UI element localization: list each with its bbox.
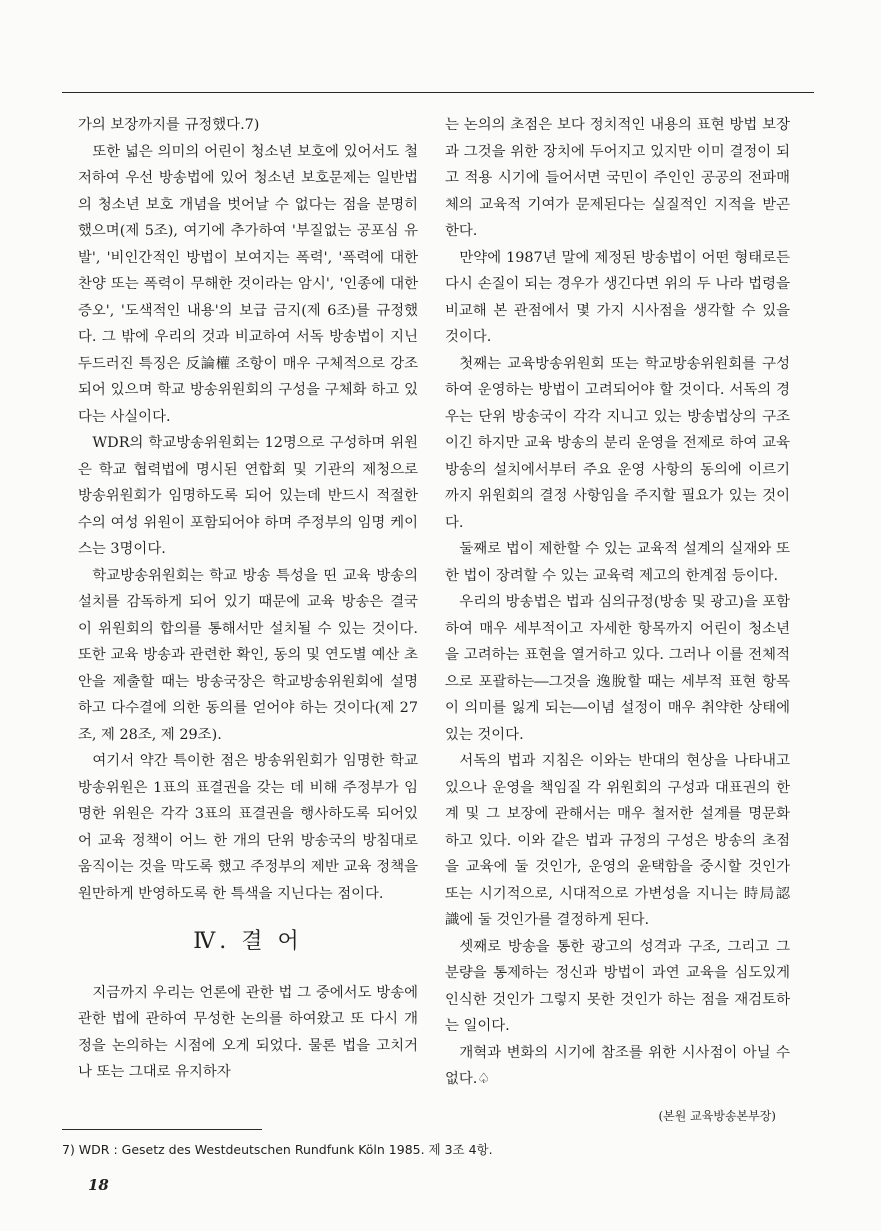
paragraph: 둘째로 법이 제한할 수 있는 교육적 설계의 실재와 또한 법이 장려할 수 있는 교육력 제고의 한계점 등이다. xyxy=(445,541,790,584)
right-column xyxy=(445,112,790,1129)
author-affiliation: (본원 교육방송본부장) xyxy=(658,1108,776,1123)
paragraph: WDR의 학교방송위원회는 12명으로 구성하며 위원은 학교 협력법에 명시된 연합회 및 기관의 제청으로 방송위원회가 임명하도록 되어 있는데 반드시 적절한 수의 여성 위원이 포함되어야 하며 주정부의 임명 케이스는 3명이다. xyxy=(78,435,418,557)
left-column xyxy=(78,112,418,1086)
paragraph: 학교방송위원회는 학교 방송 특성을 띤 교육 방송의 설치를 감독하게 되어 있기 때문에 교육 방송은 결국 이 위원회의 합의를 통해서만 설치될 수 있는 것이다. 또한 교육 방송과 관련한 확인, 동의 및 연도별 예산 초안을 제출할 때는 방송국장은 학교방송위원회에 설명하고 다수결에 의한 동의를 얻어야 하는 것이다(제 27조, 제 28조, 제 29조). xyxy=(78,567,418,743)
paragraph: 또한 넓은 의미의 어린이 청소년 보호에 있어서도 철저하여 우선 방송법에 있어 청소년 보호문제는 일반법의 청소년 보호 개념을 벗어날 수 없다는 점을 분명히 했으며(제 5조), 여기에 추가하여 '부질없는 공포심 유발', '비인간적인 방법이 보여지는 폭력', '폭력에 대한 찬양 또는 폭력이 무해한 것이라는 암시', '인종에 대한 증오', '도색적인 내용'의 보급 금지(제 6조)를 규정했다. 그 밖에 우리의 것과 비교하여 서독 방송법이 지닌 두드러진 특징은 反論權 조항이 매우 구체적으로 강조되어 있으며 학교 방송위원회의 구성을 구체화 하고 있다는 사실이다. xyxy=(78,143,418,425)
footnote-rule xyxy=(62,1129,262,1130)
header-rule xyxy=(62,92,814,93)
paragraph: 우리의 방송법은 법과 심의규정(방송 및 광고)을 포함하여 매우 세부적이고 자세한 항목까지 어린이 청소년을 고려하는 표현을 열거하고 있다. 그러나 이를 전체적으로 포괄하는―그것을 逸脫할 때는 세부적 표현 항목이 의미를 잃게 되는―이념 설정이 매우 취약한 상태에 있는 것이다. xyxy=(445,594,790,743)
paragraph: 지금까지 우리는 언론에 관한 법 그 중에서도 방송에 관한 법에 관하여 무성한 논의를 하여왔고 또 다시 개정을 논의하는 시점에 오게 되었다. 물론 법을 고치거나 또는 그대로 유지하자 xyxy=(78,984,418,1080)
paragraph: 가의 보장까지를 규정했다.7) xyxy=(78,117,260,133)
page-number: 18 xyxy=(88,1176,109,1194)
section-heading: Ⅳ. 결 어 xyxy=(193,929,303,954)
paragraph: 첫째는 교육방송위원회 또는 학교방송위원회를 구성하여 운영하는 방법이 고려되어야 할 것이다. 서독의 경우는 단위 방송국이 각각 지니고 있는 방송법상의 구조이긴 하지만 교육 방송의 분리 운영을 전제로 하여 교육 방송의 설치에서부터 주요 운영 사항의 동의에 이르기까지 위원회의 결정 사항임을 주지할 필요가 있는 것이다. xyxy=(445,355,790,531)
paragraph: 셋째로 방송을 통한 광고의 성격과 구조, 그리고 그 분량을 통제하는 정신과 방법이 과연 교육을 심도있게 인식한 것인가 그렇지 못한 것인가 하는 점을 재검토하는 일이다. xyxy=(445,938,790,1034)
paragraph: 개혁과 변화의 시기에 참조를 위한 시사점이 아닐 수 없다.♤ xyxy=(445,1044,790,1087)
paragraph: 서독의 법과 지침은 이와는 반대의 현상을 나타내고 있으나 운영을 책임질 각 위원회의 구성과 대표권의 한계 및 그 보장에 관해서는 매우 철저한 설계를 명문화 하고 있다. 이와 같은 법과 규정의 구성은 방송의 초점을 교육에 둘 것인가, 운영의 윤택함을 중시할 것인가 또는 시기적으로, 시대적으로 가변성을 지니는 時局認識에 둘 것인가를 결정하게 된다. xyxy=(445,753,790,928)
footnote: 7) WDR : Gesetz des Westdeutschen Rundfunk Köln 1985. 제 3조 4항. xyxy=(62,1142,493,1157)
paragraph: 만약에 1987년 말에 제정된 방송법이 어떤 형태로든 다시 손질이 되는 경우가 생긴다면 위의 두 나라 법령을 비교해 본 관점에서 몇 가지 시사점을 생각할 수 있을 것이다. xyxy=(445,249,790,345)
paragraph: 여기서 약간 특이한 점은 방송위원회가 임명한 학교방송위원은 1표의 표결권을 갖는 데 비해 주정부가 임명한 위원은 각각 3표의 표결권을 행사하도록 되어있어 교육 정책이 어느 한 개의 단위 방송국의 방침대로 움직이는 것을 막도록 했고 주정부의 제반 교육 정책을 원만하게 반영하도록 한 특색을 지닌다는 점이다. xyxy=(78,753,418,902)
paragraph: 는 논의의 초점은 보다 정치적인 내용의 표현 방법 보장과 그것을 위한 장치에 두어지고 있지만 이미 결정이 되고 적용 시기에 들어서면 국민이 주인인 공공의 전파매체의 교육적 기여가 문제된다는 실질적인 지적을 받곤 한다. xyxy=(445,117,790,239)
